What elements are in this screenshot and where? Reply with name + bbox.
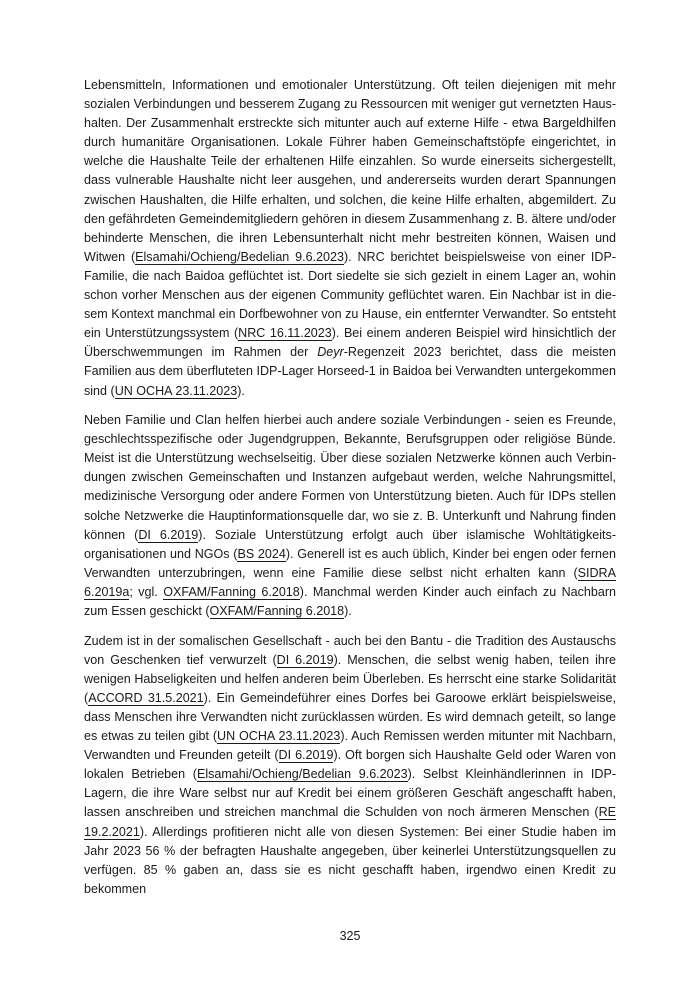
text-run: ). (237, 383, 245, 398)
text-run: ). Allerdings profitieren nicht alle von diesen Systemen: Bei einer Studie haben im Jahr 2023 56 % der befragten Haushalte angegeben, über keinerlei Unterstützungsquellen zu verfügen. 85 % gaben an, dass sie es nicht geschafft haben, irgendwo einen Kredit zu bekommen (84, 824, 616, 896)
paragraph-3 (84, 632, 616, 899)
citation-link[interactable]: DI 6.2019 (138, 527, 199, 542)
text-run: ). Manchmal werden Kinder auch einfach zu Nachbarn zum Essen geschickt ( (84, 584, 616, 619)
citation-link[interactable]: BS 2024 (237, 546, 286, 561)
text-run: ). Auch Remissen werden mitunter mit Nachbarn, Verwandten und Freunden geteilt ( (84, 729, 617, 763)
paragraph-1 (84, 76, 616, 401)
text-run: ). Bei einem anderen Beispiel wird hinsichtlich der Überschwemmungen im Rahmen der (84, 326, 616, 360)
text-run: ). Menschen, die selbst wenig haben, teilen ihre wenigen Habseligkeiten und helfen anderen beim Überleben. Es herrscht eine starke Solidarität ( (84, 652, 616, 705)
text-run: ). (344, 604, 352, 619)
text-run: ). Generell ist es auch üblich, Kinder bei engen oder fernen Verwandten unterzubringen, wenn eine Familie diese selbst nicht erhalten kann ( (84, 546, 616, 580)
emphasis-text: Deyr (317, 345, 344, 360)
citation-link[interactable]: Elsamahi/Ochieng/Bedelian 9.6.2023 (196, 767, 408, 782)
citation-link[interactable]: DI 6.2019 (276, 652, 334, 667)
text-run: Zudem ist in der somalischen Gesellschaft - auch bei den Bantu - die Tradition des Austauschs von Geschenken tief verwurzelt ( (84, 633, 616, 667)
text-run: Neben Familie und Clan helfen hierbei auch andere soziale Verbindungen - seien es Freunde, geschlechtsspezifische oder Jugendgruppen, Bekannte, Berufsgruppen oder religiöse Bünde. Meist ist die Unterstützung wechselseitig. Über diese sozialen Netzwerke können auch Verbindungen zwischen Gemeinschaften und Instanzen aufgebaut werden, welche Nahrungsmittel, medizinische Versorgung oder andere Formen von Unterstützung bieten. Auch für IDPs stellen solche Netzwerke die Hauptinformationsquelle dar, wo sie z. B. Unterkunft und Nahrung finden können ( (84, 413, 616, 542)
citation-link[interactable]: UN OCHA 23.11.2023 (217, 729, 341, 744)
text-run: ). NRC berichtet beispielsweise von einer IDP-Familie, die nach Baidoa geflüchtet ist. Dort siedelte sie sich gezielt in einem Lager an, wohin schon vorher Menschen aus der eigenen Community geflüchtet waren. Ein Nachbar ist in diesem Kontext manchmal ein Dorfbewohner von zu Hause, ein entfernter Verwandter. So entsteht ein Unterstützungssystem ( (84, 249, 616, 341)
page-number: 325 (339, 929, 361, 943)
citation-link[interactable]: NRC 16.11.2023 (238, 326, 332, 341)
text-run: Lebensmitteln, Informationen und emotionaler Unterstützung. Oft teilen diejenigen mit mehr sozialen Verbindungen und besserem Zugang zu Ressourcen mit weniger gut vernetzten Haushalten. Der Zusammenhalt erstreckte sich mitunter auch auf externe Hilfe - etwa Bargeldhilfen durch humanitäre Organisationen. Lokale Führer haben Gemeinschaftstöpfe eingerichtet, in welche die Haushalte Teile der erhaltenen Hilfe einzahlen. So wurde einerseits sichergestellt, dass vulnerable Haushalte nicht leer ausgehen, und andererseits wurden derart Spannungen zwischen Haushalten, die Hilfe erhalten, und solchen, die keine Hilfe erhalten, abgemildert. Zu den gefährdeten Gemeindemitgliedern gehören in diesem Zusammenhang z. B. ältere und/oder behinderte Menschen, die ihren Lebensunterhalt nicht mehr bestreiten können, Waisen und Witwen ( (84, 78, 616, 264)
text-run: -Regenzeit 2023 berichtet, dass die meisten Familien aus dem überfluteten IDP-Lager Horseed-1 in Baidoa bei Verwandten untergekommen sind ( (84, 345, 616, 398)
citation-link[interactable]: SIDRA 6.2019a (84, 565, 616, 599)
citation-link[interactable]: DI 6.2019 (278, 748, 334, 763)
citation-link[interactable]: RE 19.2.2021 (84, 805, 616, 839)
citation-link[interactable]: OXFAM/Fanning 6.2018 (163, 584, 300, 599)
text-run: ; vgl. (129, 584, 164, 599)
citation-link[interactable]: Elsamahi/Ochieng/Bedelian 9.6.2023 (135, 249, 344, 264)
citation-link[interactable]: ACCORD 31.5.2021 (88, 690, 204, 705)
document-body (84, 76, 616, 899)
text-run: ). Selbst Kleinhändlerinnen in IDP-Lagern, die ihre Ware selbst nur auf Kredit bei einem größeren Geschäft angeschafft haben, lassen anschreiben und streichen manchmal die Schulden von noch ärmeren Menschen ( (84, 767, 617, 820)
citation-link[interactable]: UN OCHA 23.11.2023 (114, 383, 238, 398)
text-run: ). Ein Gemeindeführer eines Dorfes bei Garoowe erklärt beispielsweise, dass Menschen ihre Verwandten nicht zurücklassen würden. Es wird demnach geteilt, so lange es etwas zu teilen gibt ( (84, 690, 616, 744)
paragraph-2 (84, 411, 616, 621)
text-run: ). Oft borgen sich Haushalte Geld oder Waren von lokalen Betrieben ( (84, 748, 616, 782)
citation-link[interactable]: OXFAM/Fanning 6.2018 (209, 604, 345, 619)
text-run: ). Soziale Unterstützung erfolgt auch über islamische Wohltätigkeitsorganisationen und NGOs ( (84, 527, 616, 561)
